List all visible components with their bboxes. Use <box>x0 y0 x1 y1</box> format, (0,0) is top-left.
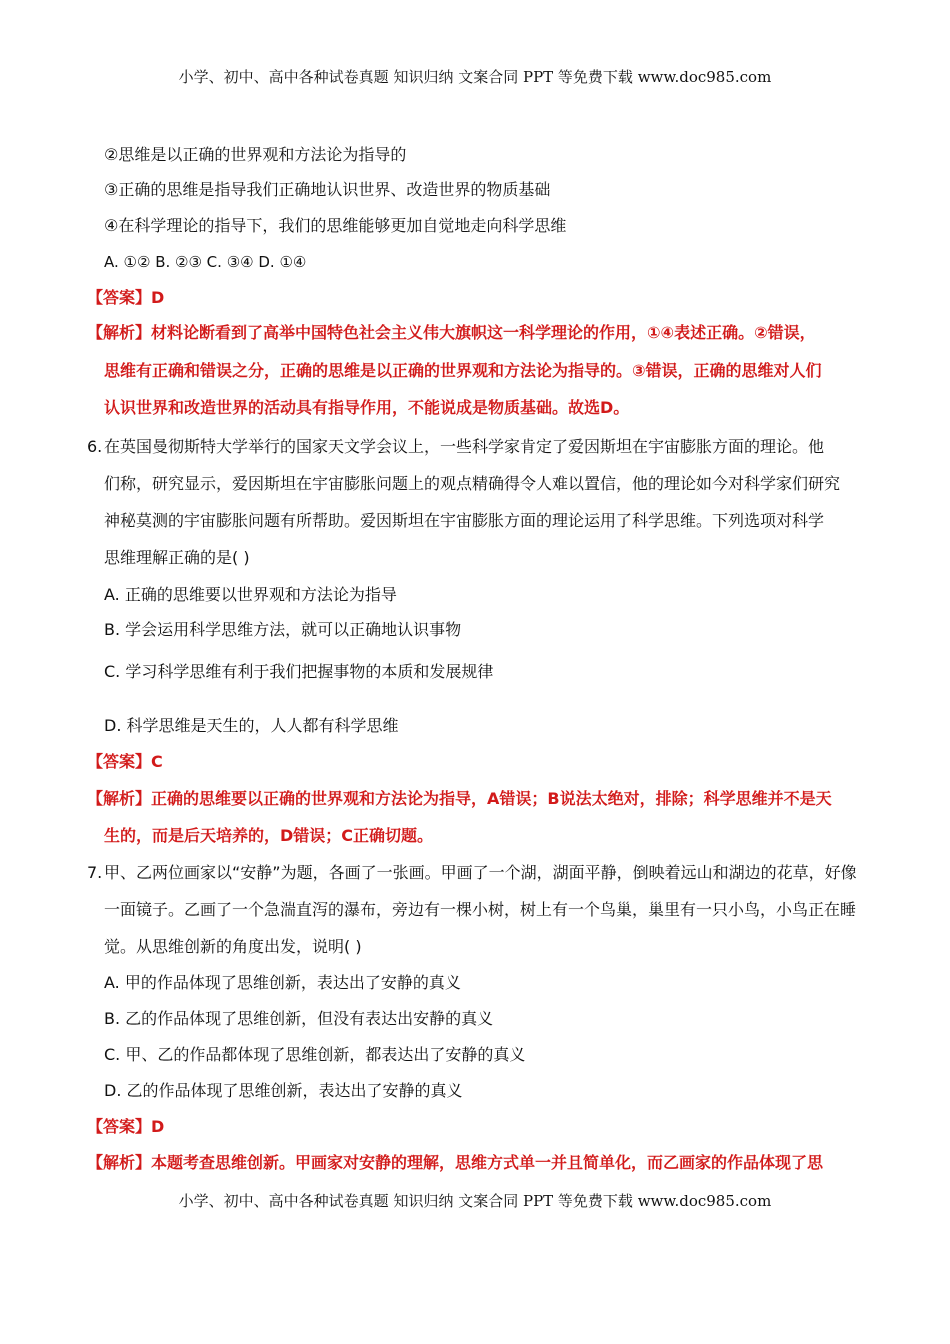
q5-analysis-line-2: 思维有正确和错误之分，正确的思维是以正确的世界观和方法论为指导的。③错误，正确的思维对人们 <box>104 361 822 380</box>
q6-analysis-line-1: 【解析】正确的思维要以正确的世界观和方法论为指导，A错误；B说法太绝对，排除；科学思维并不是天 <box>87 789 832 808</box>
q5-answer: 【答案】D <box>87 288 165 307</box>
q5-item-2: ②思维是以正确的世界观和方法论为指导的 <box>104 145 407 164</box>
page-footer: 小学、初中、高中各种试卷真题 知识归纳 文案合同 PPT 等免费下载 www.doc985.com <box>178 1192 772 1210</box>
q7-stem-line-1: 甲、乙两位画家以“安静”为题，各画了一张画。甲画了一个湖，湖面平静，倒映着远山和湖边的花草，好像 <box>104 863 857 882</box>
q6-stem-line-2: 们称，研究显示，爱因斯坦在宇宙膨胀问题上的观点精确得令人难以置信，他的理论如今对科学家们研究 <box>104 474 841 493</box>
q7-option-d: D. 乙的作品体现了思维创新，表达出了安静的真义 <box>104 1081 463 1100</box>
q5-analysis-line-3: 认识世界和改造世界的活动具有指导作用，不能说成是物质基础。故选D。 <box>104 398 630 417</box>
q6-number: 6. <box>87 437 103 456</box>
q5-item-3: ③正确的思维是指导我们正确地认识世界、改造世界的物质基础 <box>104 180 551 199</box>
q7-stem-line-3: 觉。从思维创新的角度出发，说明( ) <box>104 937 362 956</box>
q6-stem-line-4: 思维理解正确的是( ) <box>104 548 250 567</box>
page-header: 小学、初中、高中各种试卷真题 知识归纳 文案合同 PPT 等免费下载 www.doc985.com <box>178 68 772 86</box>
q7-option-c: C. 甲、乙的作品都体现了思维创新，都表达出了安静的真义 <box>104 1045 526 1064</box>
q6-option-d: D. 科学思维是天生的，人人都有科学思维 <box>104 716 399 735</box>
q6-option-b: B. 学会运用科学思维方法，就可以正确地认识事物 <box>104 620 462 639</box>
q5-analysis-line-1: 【解析】材料论断看到了高举中国特色社会主义伟大旗帜这一科学理论的作用，①④表述正确。②错误， <box>87 323 816 342</box>
q6-option-c: C. 学习科学思维有利于我们把握事物的本质和发展规律 <box>104 662 494 681</box>
q7-analysis-line-1: 【解析】本题考查思维创新。甲画家对安静的理解，思维方式单一并且简单化，而乙画家的作品体现了思 <box>87 1153 824 1172</box>
q5-options: A. ①② B. ②③ C. ③④ D. ①④ <box>104 253 307 271</box>
q6-analysis-line-2: 生的，而是后天培养的，D错误；C正确切题。 <box>104 826 434 845</box>
q6-option-a: A. 正确的思维要以世界观和方法论为指导 <box>104 585 397 604</box>
q7-option-a: A. 甲的作品体现了思维创新，表达出了安静的真义 <box>104 973 461 992</box>
q7-stem-line-2: 一面镜子。乙画了一个急湍直泻的瀑布，旁边有一棵小树，树上有一个鸟巢，巢里有一只小鸟，小鸟正在睡 <box>104 900 857 919</box>
q5-item-4: ④在科学理论的指导下，我们的思维能够更加自觉地走向科学思维 <box>104 216 567 235</box>
q6-stem-line-3: 神秘莫测的宇宙膨胀问题有所帮助。爱因斯坦在宇宙膨胀方面的理论运用了科学思维。下列选项对科学 <box>104 511 825 530</box>
q6-answer: 【答案】C <box>87 752 163 771</box>
q6-stem-line-1: 在英国曼彻斯特大学举行的国家天文学会议上，一些科学家肯定了爱因斯坦在宇宙膨胀方面的理论。他 <box>104 437 825 456</box>
q7-answer: 【答案】D <box>87 1117 165 1136</box>
q7-option-b: B. 乙的作品体现了思维创新，但没有表达出安静的真义 <box>104 1009 494 1028</box>
q7-number: 7. <box>87 863 103 882</box>
